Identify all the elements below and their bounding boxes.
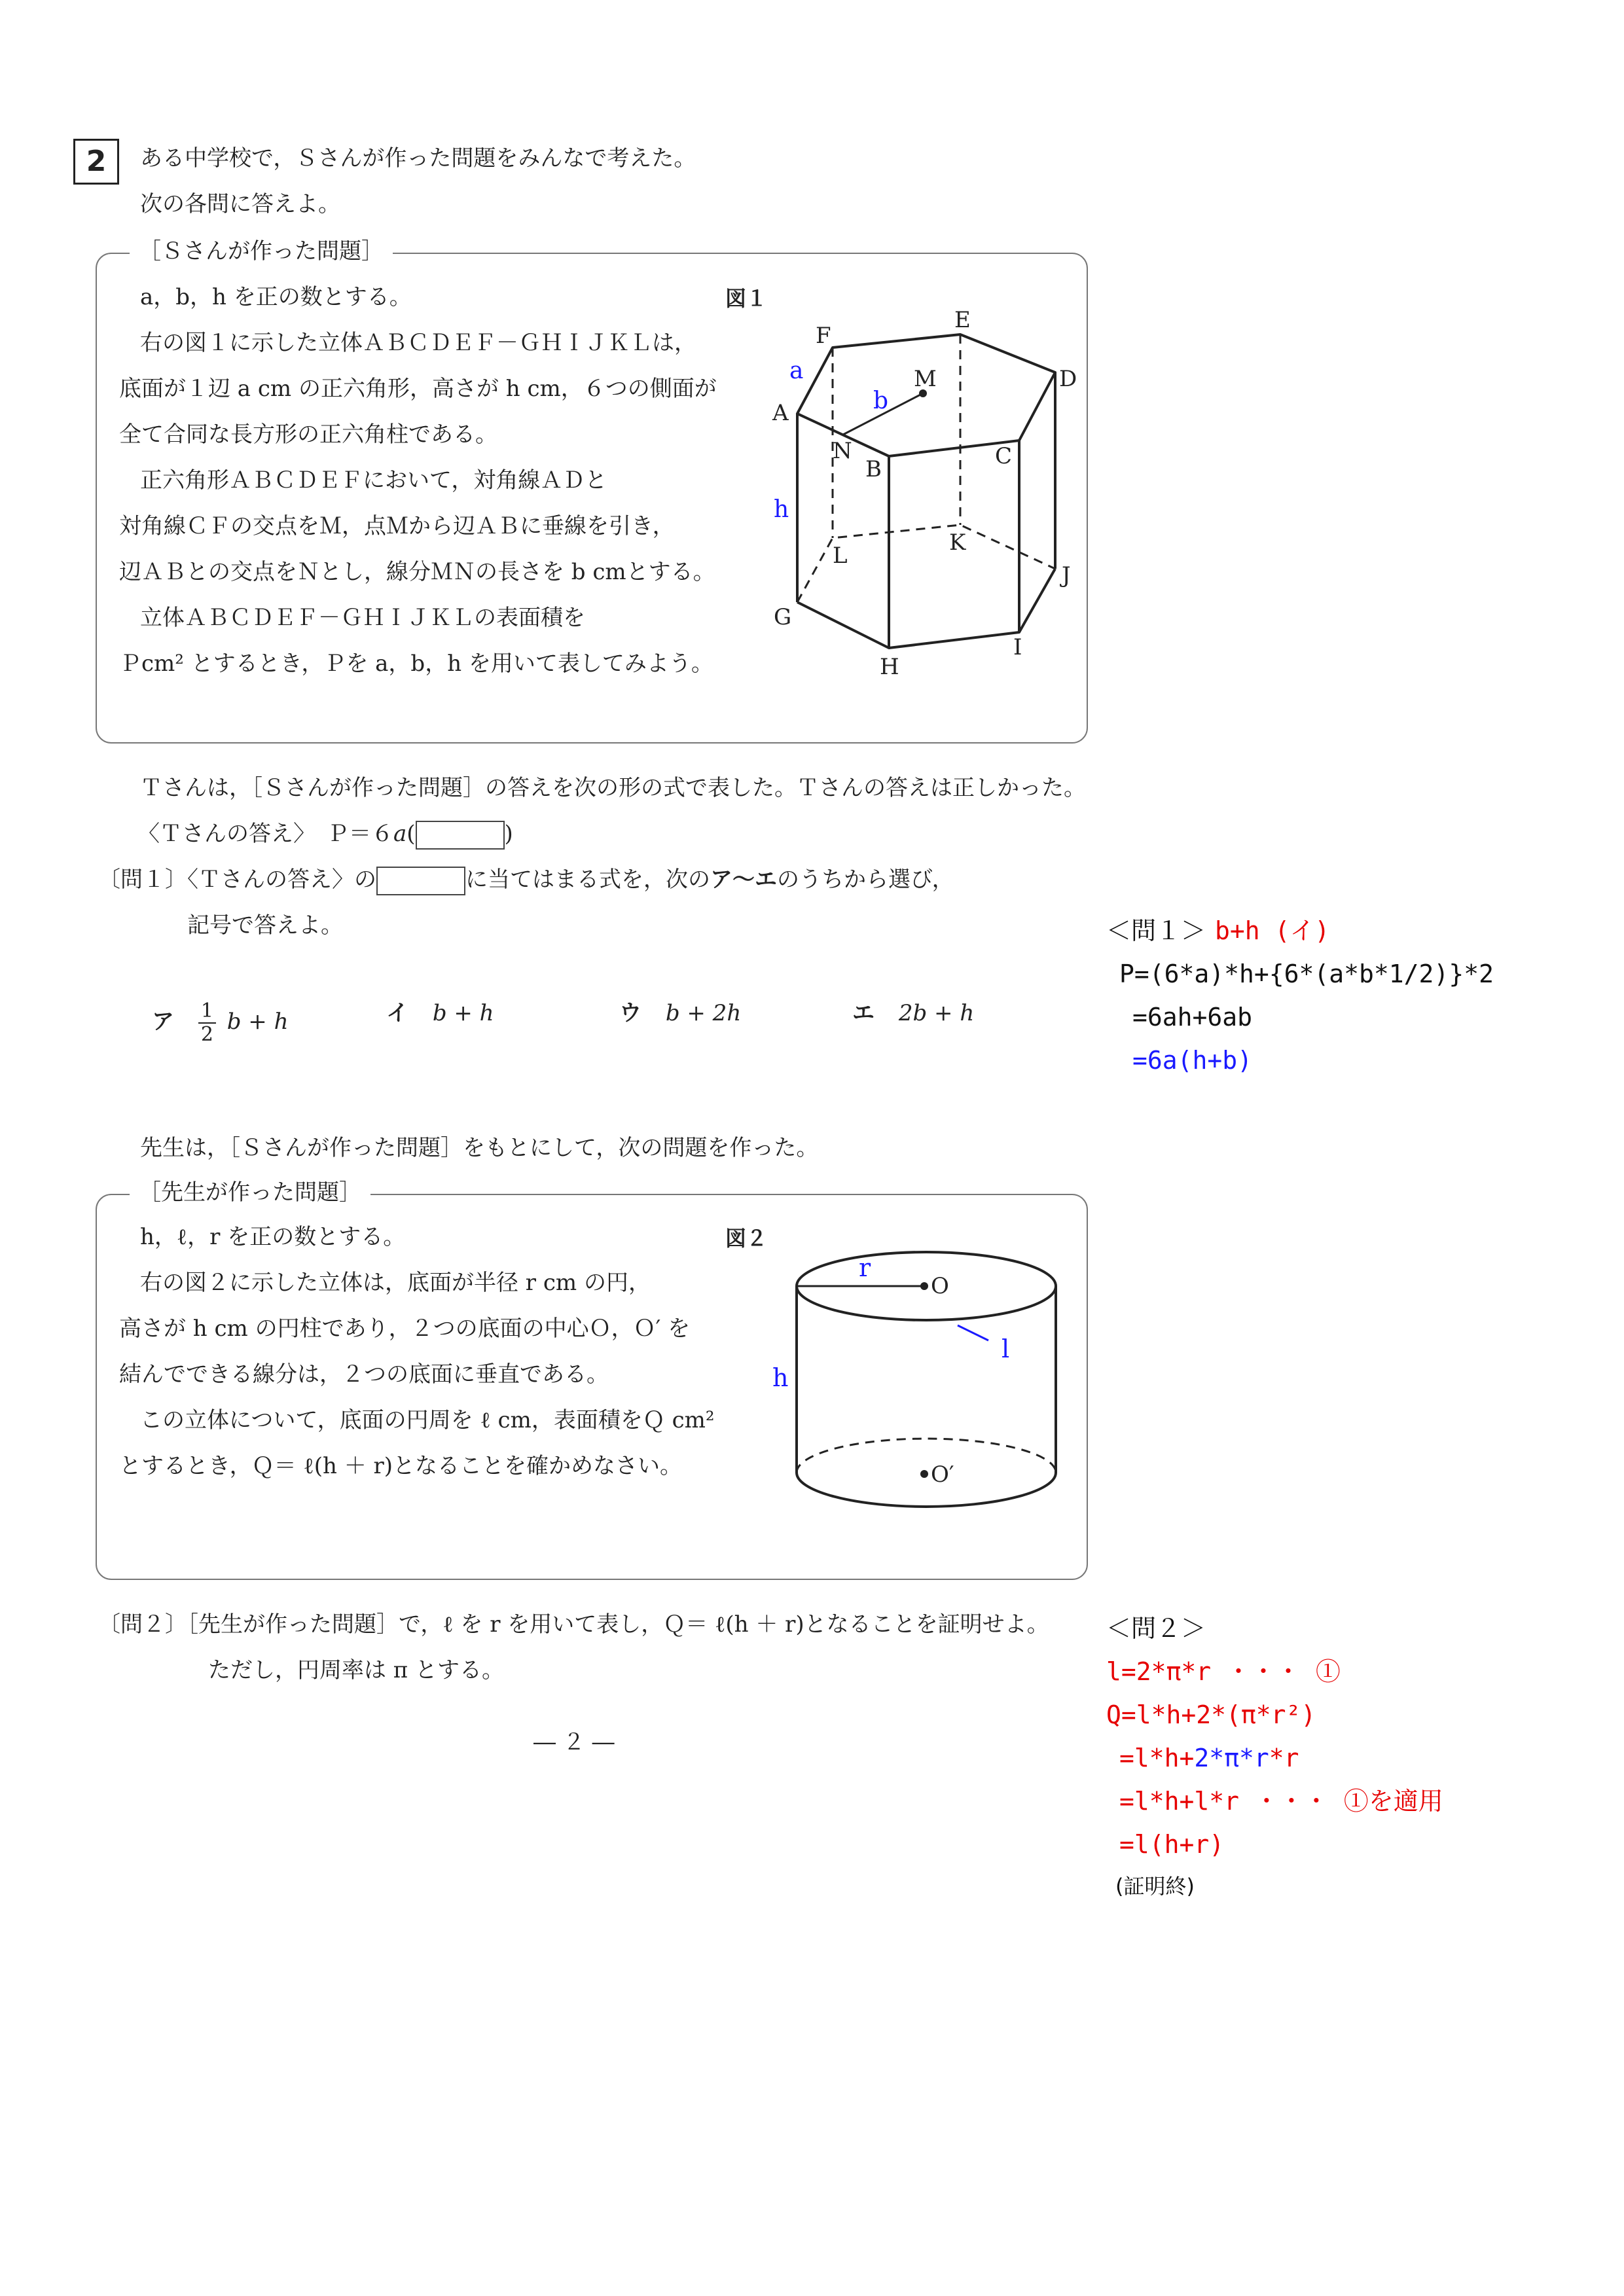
label-H: H <box>880 654 899 680</box>
q1-answer-label: ＜問１＞ <box>1106 916 1206 945</box>
box1-line-4: 全て合同な長方形の正六角柱である。 <box>119 422 497 448</box>
teacher-intro: 先生は，［Ｓさんが作った問題］をもとにして，次の問題を作った。 <box>140 1135 819 1161</box>
annotation-l-pointer <box>958 1325 988 1340</box>
choice-a-frac-num: 1 <box>198 1000 216 1024</box>
label-N: N <box>833 438 852 464</box>
annotation-r: r <box>859 1253 871 1282</box>
label-I: I <box>1013 634 1022 660</box>
box2-line-2: 右の図２に示した立体は，底面が半径 r cm の円， <box>140 1270 651 1296</box>
center-O <box>920 1282 928 1290</box>
t-answer-line <box>137 821 513 850</box>
annotation-h-cylinder: h <box>772 1363 789 1392</box>
label-J: J <box>1062 562 1071 588</box>
figure-1-label: 図１ <box>725 286 768 311</box>
t-answer-paren-close: ) <box>504 821 513 847</box>
question-number: 2 <box>73 139 119 185</box>
q1-work-line-1: P=(6*a)*h+{6*(a*b*1/2)}*2 <box>1119 960 1494 988</box>
intro-line-2: 次の各問に答えよ。 <box>140 191 340 217</box>
hexagonal-prism-figure <box>753 301 1093 694</box>
q2-work-line-3-a: =l*h+ <box>1119 1744 1195 1772</box>
q2-work-line-1: l=2*π*r ・・・ ① <box>1106 1657 1341 1686</box>
teacher-problem-label: ［先生が作った問題］ <box>130 1179 370 1206</box>
label-F: F <box>816 323 831 349</box>
annotation-a: a <box>789 357 804 384</box>
choice-i[interactable] <box>386 1000 494 1026</box>
label-K: K <box>949 529 966 556</box>
box2-line-1: h，ℓ，r を正の数とする。 <box>140 1224 406 1250</box>
choice-i-key: イ <box>386 1000 408 1026</box>
box1-line-8: 立体ＡＢＣＤＥＦ－ＧＨＩＪＫＬの表面積を <box>140 605 585 631</box>
box2-line-6: とするとき，Ｑ＝ ℓ(h ＋ r)となることを確かめなさい。 <box>119 1453 683 1479</box>
q1-suffix: に当てはまる式を，次の <box>465 867 710 893</box>
label-M: M <box>914 366 937 392</box>
s-problem-label: ［Ｓさんが作った問題］ <box>130 238 393 264</box>
choice-a[interactable] <box>152 1000 288 1046</box>
t-answer-prefix: 〈Ｔさんの答え〉 Ｐ＝６ <box>137 821 393 847</box>
cylinder-bottom-back <box>797 1439 1056 1473</box>
label-L: L <box>833 543 848 569</box>
q1-answer-row <box>1106 916 1329 945</box>
q1-line-2: 記号で答えよ。 <box>187 912 343 939</box>
choice-a-expr: b + h <box>226 1009 289 1035</box>
box2-line-3: 高さが h cm の円柱であり，２つの底面の中心Ｏ，Ｏ′ を <box>119 1316 691 1342</box>
center-O-prime <box>920 1470 928 1478</box>
label-G: G <box>774 604 792 630</box>
box1-line-2: 右の図１に示した立体ＡＢＣＤＥＦ－ＧＨＩＪＫＬは， <box>140 330 696 356</box>
choice-a-fraction <box>198 1000 216 1046</box>
q2-work-line-2: Q=l*h+2*(π*r²) <box>1106 1700 1316 1729</box>
answer-blank[interactable] <box>416 821 505 850</box>
cylinder-figure <box>759 1244 1074 1532</box>
box1-line-1: a，b，h を正の数とする。 <box>140 284 412 310</box>
box1-line-6: 対角線ＣＦの交点をＭ，点Ｍから辺ＡＢに垂線を引き， <box>119 513 675 539</box>
choice-a-key: ア <box>152 1009 174 1035</box>
q2-work-line-4: =l*h+l*r ・・・ ①を適用 <box>1119 1787 1443 1816</box>
q2-answer-label: ＜問２＞ <box>1106 1614 1206 1643</box>
cylinder-bottom-front <box>797 1473 1056 1507</box>
annotation-h: h <box>774 496 789 523</box>
q1-end: のうちから選び， <box>777 867 954 893</box>
choice-u-expr: b + 2h <box>665 1000 742 1026</box>
q2-work-line-3 <box>1119 1744 1299 1772</box>
proof-end: (証明終) <box>1115 1874 1195 1899</box>
choice-u-key: ウ <box>619 1000 641 1026</box>
label-E: E <box>954 307 971 333</box>
q2-work-line-3-c: *r <box>1269 1744 1299 1772</box>
q2-line-2: ただし，円周率は π とする。 <box>208 1657 504 1683</box>
choice-a-frac-den: 2 <box>200 1023 213 1046</box>
q1-work-line-2: =6ah+6ab <box>1132 1003 1253 1031</box>
t-answer-paren-open: ( <box>406 821 416 847</box>
choice-e[interactable] <box>852 1000 974 1026</box>
box2-line-4: 結んでできる線分は，２つの底面に垂直である。 <box>119 1361 609 1388</box>
label-O-prime: O′ <box>931 1462 954 1488</box>
label-D: D <box>1059 366 1077 392</box>
choice-i-expr: b + h <box>432 1000 494 1026</box>
page-number: ― ２ ― <box>533 1729 615 1755</box>
label-A: A <box>772 400 789 426</box>
box1-line-5: 正六角形ＡＢＣＤＥＦにおいて，対角線ＡＤと <box>140 467 607 493</box>
q1-answer-value: b+h (イ) <box>1215 916 1330 945</box>
figure-2-label: 図２ <box>725 1226 768 1251</box>
q2-work-line-5: =l(h+r) <box>1119 1830 1225 1859</box>
box2-line-5: この立体について，底面の円周を ℓ cm，表面積をＱ cm² <box>140 1407 715 1433</box>
q1-prefix: 〔問１〕〈Ｔさんの答え〉の <box>98 867 376 893</box>
q1-blank[interactable] <box>376 867 465 895</box>
t-answer-var-a: a <box>393 821 407 847</box>
label-C: C <box>995 443 1013 469</box>
box1-line-3: 底面が１辺 a cm の正六角形，高さが h cm，６つの側面が <box>119 376 717 402</box>
box1-line-9: Ｐcm² とするとき，Ｐを a，b，h を用いて表してみよう。 <box>119 651 713 677</box>
q1-final-answer: =6a(h+b) <box>1132 1046 1253 1075</box>
choice-u[interactable] <box>619 1000 741 1026</box>
label-O: O <box>931 1273 949 1299</box>
choice-e-expr: 2b + h <box>898 1000 975 1026</box>
box1-line-7: 辺ＡＢとの交点をＮとし，線分ＭＮの長さを b cmとする。 <box>119 559 715 585</box>
q2-work-line-3-b: 2*π*r <box>1194 1744 1269 1772</box>
label-B: B <box>865 456 882 482</box>
q1-line-1 <box>98 867 954 895</box>
annotation-b: b <box>873 387 889 414</box>
annotation-l: l <box>1001 1335 1010 1363</box>
choice-e-key: エ <box>852 1000 875 1026</box>
q2-line-1: 〔問２〕［先生が作った問題］で，ℓ を r を用いて表し，Ｑ＝ ℓ(h ＋ r)となることを証明せよ。 <box>98 1611 1049 1638</box>
q1-choice-keys: ア～エ <box>710 867 777 893</box>
t-answer-intro: Ｔさんは，［Ｓさんが作った問題］の答えを次の形の式で表した。Ｔさんの答えは正しかった。 <box>140 775 1086 801</box>
intro-line-1: ある中学校で，Ｓさんが作った問題をみんなで考えた。 <box>140 145 696 171</box>
